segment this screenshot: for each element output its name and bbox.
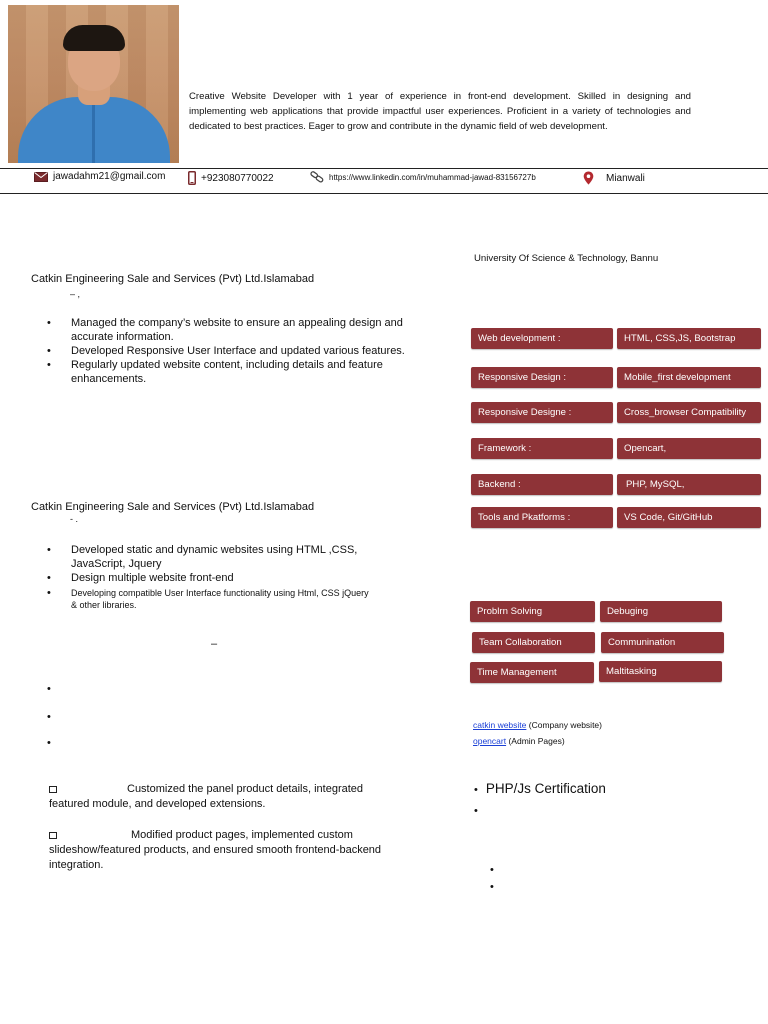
location-text: Mianwali [606,172,645,184]
link-icon [310,171,324,183]
project-item [49,828,389,873]
portfolio-link-row [473,720,602,730]
soft-skill-pill: Time Management [470,662,594,683]
skill-value: Cross_browser Compatibility [617,402,761,423]
contact-linkedin[interactable] [310,171,536,183]
contact-phone[interactable] [188,171,274,185]
projects-dash: – [211,638,218,650]
education-university: University Of Science & Technology, Bannu [474,253,659,264]
empty-bullet: • [490,864,494,876]
portfolio-link-row [473,736,565,746]
skill-label: Responsive Design : [471,367,613,388]
skill-value: PHP, MySQL, [617,474,761,495]
skill-label: Tools and Pkatforms : [471,507,613,528]
location-pin-icon [583,171,594,185]
project-text: Customized the panel product details, integrated featured module, and developed extensions. [49,783,364,810]
skill-label: Responsive Designe : [471,402,613,423]
skill-label: Backend : [471,474,613,495]
contact-bar [0,168,768,192]
job-dates: - . [70,514,78,524]
opencart-link[interactable]: opencart [473,736,507,746]
link-note: (Admin Pages) [508,736,565,746]
list-item: • Developed Responsive User Interface and updated various features. [31,344,406,358]
list-item: • Managed the company’s website to ensure an appealing design and accurate information. [31,316,406,344]
project-text: Modified product pages, implemented custom slideshow/featured products, and ensured smooth frontend-backend integration. [49,829,382,871]
skill-value: HTML, CSS,JS, Bootstrap [617,328,761,349]
list-item: • Design multiple website front-end [31,571,376,585]
certification-item: • PHP/Js Certification [474,781,606,796]
empty-bullet: • [47,711,51,723]
soft-skill-pill: Debuging [600,601,722,622]
project-item [49,782,389,812]
mail-icon [34,172,48,182]
certification-text: PHP/Js Certification [485,781,606,796]
list-item: • Regularly updated website content, including details and feature enhancements. [31,358,406,386]
soft-skill-pill: Communination [601,632,724,653]
skill-value: Opencart, [617,438,761,459]
profile-summary: Creative Website Developer with 1 year of experience in front-end development. Skilled in designing and implementing web applications that provide impactful user experiences. Proficient in a variety of technologies and dedicated to best practices. Eager to grow and contribute in the dynamic field of web development. [189,91,691,132]
empty-bullet: • [47,737,51,749]
link-note: (Company website) [528,720,602,730]
soft-skill-pill: Team Collaboration [472,632,595,653]
job-bullets [31,316,406,386]
square-bullet-icon [49,786,57,793]
list-item: • Developed static and dynamic websites using HTML ,CSS, JavaScript, Jquery [31,543,376,571]
soft-skill-pill: Maltitasking [599,661,722,682]
phone-text: +923080770022 [201,172,274,184]
soft-skill-pill: Problrn Solving [470,601,595,622]
job-company: Catkin Engineering Sale and Services (Pvt) Ltd.Islamabad [31,501,315,513]
skill-value: Mobile_first development [617,367,761,388]
email-text: jawadahm21@gmail.com [53,171,166,182]
job-dates: – , [70,289,81,299]
contact-email[interactable] [34,171,165,182]
catkin-website-link[interactable]: catkin website [473,720,527,730]
skill-label: Web development : [471,328,613,349]
skill-label: Framework : [471,438,613,459]
phone-icon [188,171,196,185]
linkedin-text: https://www.linkedin.com/in/muhammad-jawad-83156727b [329,172,536,182]
job-bullets [31,543,376,611]
skill-value: VS Code, Git/GitHub [617,507,761,528]
list-item: • Developing compatible User Interface functionality using Html, CSS jQuery & other libraries. [31,587,376,611]
job-company: Catkin Engineering Sale and Services (Pvt) Ltd.Islamabad [31,273,315,285]
empty-bullet: • [47,683,51,695]
profile-photo [8,5,179,163]
empty-bullet: • [490,881,494,893]
contact-bottom-rule [0,193,768,194]
empty-bullet: • [474,805,478,817]
square-bullet-icon [49,832,57,839]
contact-location [583,171,645,185]
